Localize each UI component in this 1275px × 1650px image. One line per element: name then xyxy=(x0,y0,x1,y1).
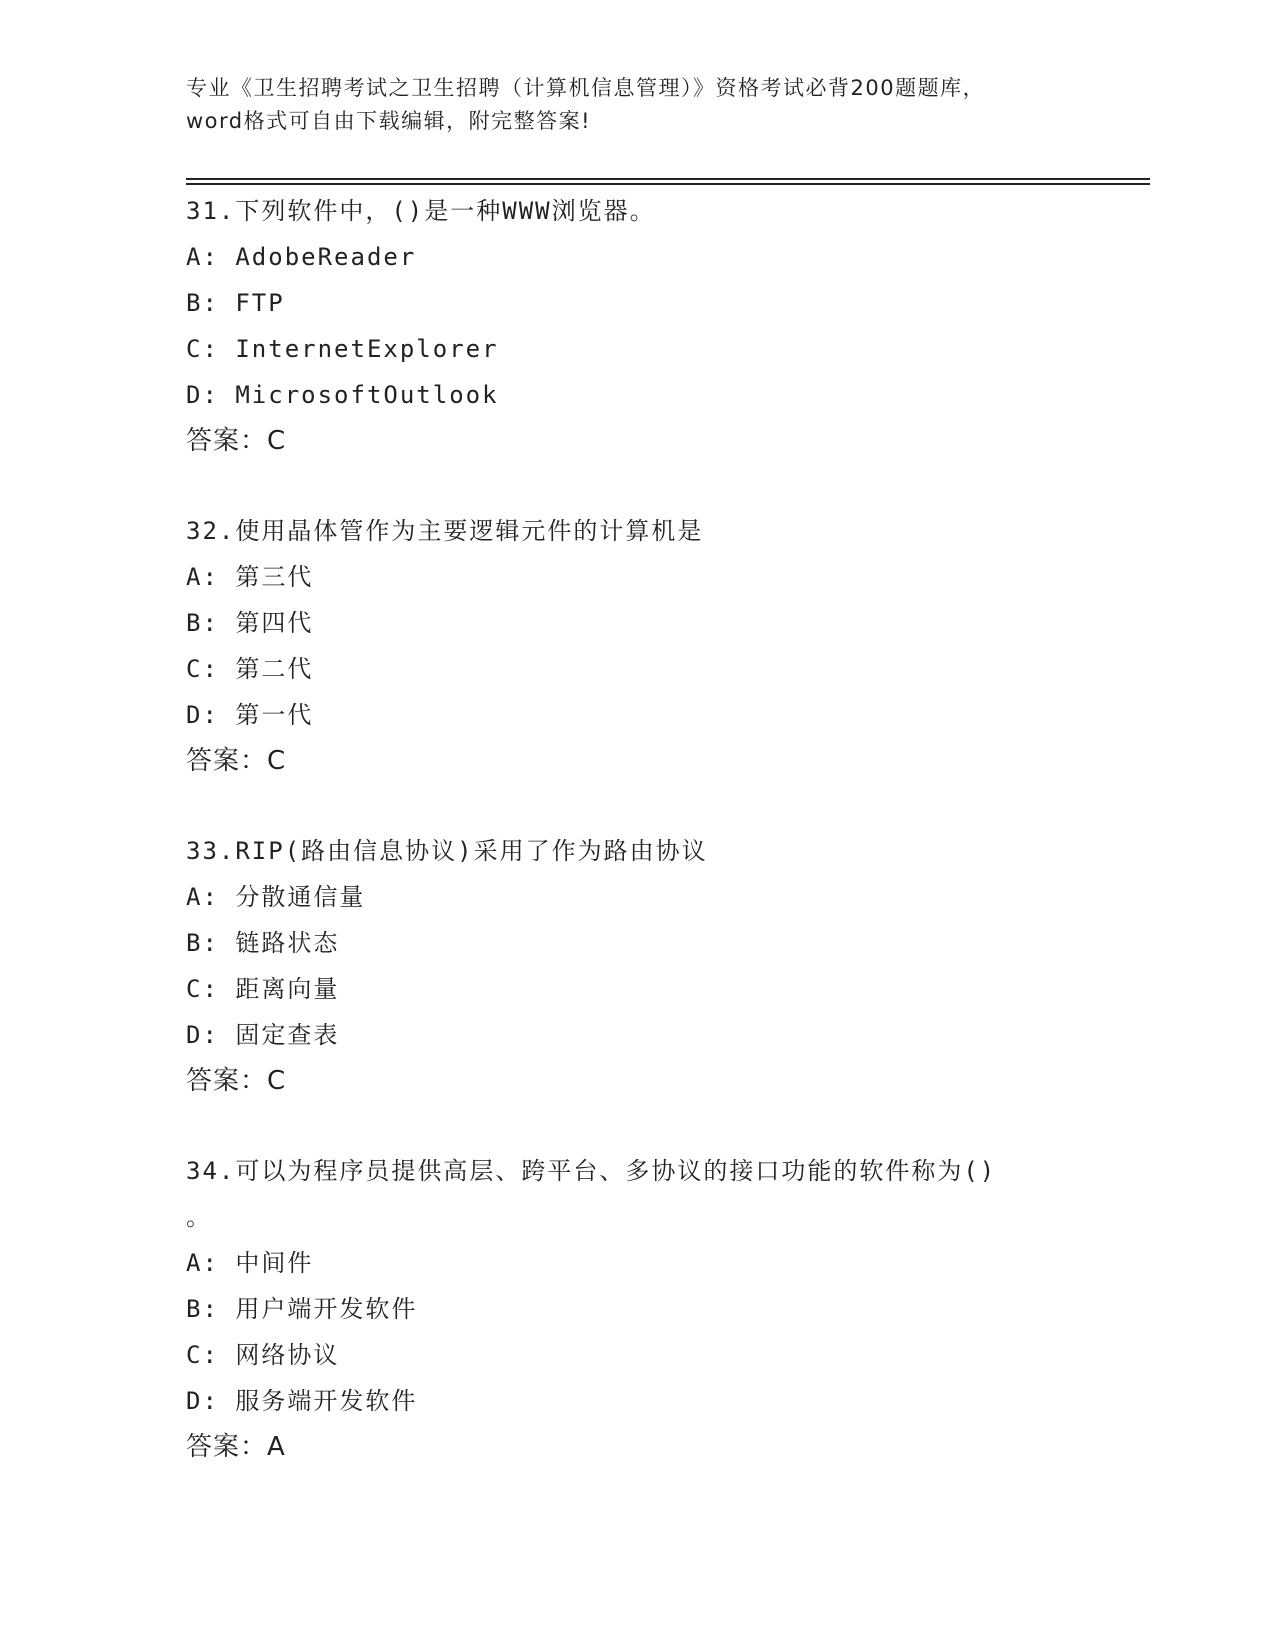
header-divider-bottom xyxy=(186,183,1150,185)
question-31 xyxy=(186,188,1086,464)
answer-line: 答案：C xyxy=(186,426,287,456)
option-d: D: 服务端开发软件 xyxy=(186,1387,418,1415)
option-a: A: 第三代 xyxy=(186,563,314,591)
header-line-2: word格式可自由下载编辑，附完整答案! xyxy=(186,109,592,133)
answer-line: 答案：A xyxy=(186,1432,286,1462)
option-b: B: 用户端开发软件 xyxy=(186,1295,418,1323)
option-a: A: 分散通信量 xyxy=(186,883,366,911)
question-stem: 33.RIP(路由信息协议)采用了作为路由协议 xyxy=(186,837,708,865)
option-d: D: 第一代 xyxy=(186,701,314,729)
option-b: B: 链路状态 xyxy=(186,929,340,957)
option-d: D: MicrosoftOutlook xyxy=(186,381,499,409)
option-a: A: AdobeReader xyxy=(186,243,417,271)
question-33 xyxy=(186,828,1086,1104)
option-b: B: 第四代 xyxy=(186,609,314,637)
answer-line: 答案：C xyxy=(186,1066,287,1096)
option-a: A: 中间件 xyxy=(186,1249,314,1277)
header-line-1: 专业《卫生招聘考试之卫生招聘（计算机信息管理）》资格考试必背200题题库， xyxy=(186,76,986,100)
option-b: B: FTP xyxy=(186,289,285,317)
document-header xyxy=(186,72,1086,138)
header-divider-top xyxy=(186,178,1150,180)
question-stem: 34.可以为程序员提供高层、跨平台、多协议的接口功能的软件称为() xyxy=(186,1157,997,1185)
answer-line: 答案：C xyxy=(186,746,287,776)
option-d: D: 固定查表 xyxy=(186,1021,340,1049)
option-c: C: 距离向量 xyxy=(186,975,340,1003)
question-stem-continuation: 。 xyxy=(186,1203,212,1231)
question-stem: 31.下列软件中，()是一种WWW浏览器。 xyxy=(186,197,656,225)
question-stem: 32.使用晶体管作为主要逻辑元件的计算机是 xyxy=(186,517,704,545)
question-32 xyxy=(186,508,1086,784)
option-c: C: 网络协议 xyxy=(186,1341,340,1369)
question-34 xyxy=(186,1148,1086,1470)
option-c: C: InternetExplorer xyxy=(186,335,499,363)
option-c: C: 第二代 xyxy=(186,655,314,683)
